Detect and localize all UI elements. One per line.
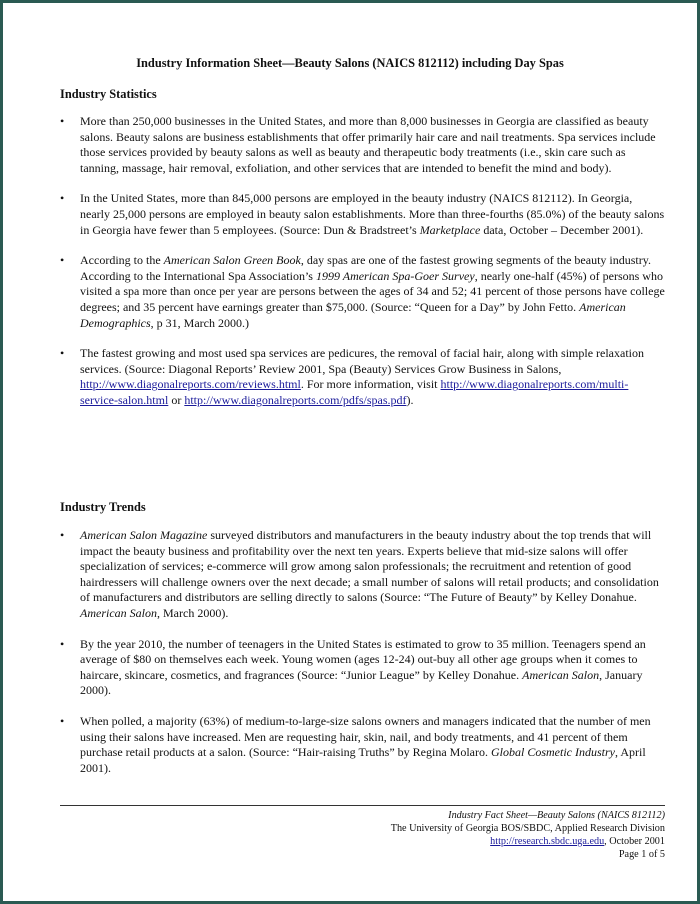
- statistics-list: [60, 114, 665, 424]
- bullet-text: [80, 253, 665, 329]
- bullet-text: [80, 528, 659, 620]
- italic-citation: American Demographics: [80, 299, 626, 330]
- text-run: More than 250,000 businesses in the United States, and more than 8,000 businesses in Georgia are classified as beauty salons. Beauty salons are business establishments that offer primarily hair care and nail treatments. Spa services include those services provided by beauty salons as well as beauty and therapeutic body treatments (i.e., skin care such as tanning, massage, hair removal, exfoliation, and other services that are intended to benefit the mind and body).: [80, 114, 656, 175]
- text-run: In the United States, more than 845,000 persons are employed in the beauty industry (NAICS 812112). In Georgia, nearly 25,000 persons are employed in beauty salon establishments. More than three-fourths (85.0%) of the beauty salons in Georgia have fewer than 5 employees. (Source: Dun & Bradstreet’s: [80, 191, 665, 237]
- hyperlink[interactable]: http://www.diagonalreports.com/reviews.html: [80, 377, 301, 392]
- bullet-marker: •: [60, 253, 65, 268]
- bullet-marker: •: [60, 528, 65, 542]
- footer-link[interactable]: http://research.sbdc.uga.edu: [490, 836, 605, 847]
- text-run: When polled, a majority (63%) of medium-to-large-size salons owners and managers indicated that the number of men using their salons have increased. Men are requesting hair, skin, nail, and body treatments, and 41 percent of them purchase retail products at a salon. (Source: “Hair-raising Truths” by Regina Molaro.: [80, 713, 651, 760]
- italic-citation: American Salon Magazine: [80, 528, 208, 542]
- italic-citation: American Salon: [522, 667, 600, 682]
- document-title: Industry Information Sheet—Beauty Salons (NAICS 812112) including Day Spas: [136, 56, 564, 70]
- footer-divider: [60, 805, 665, 806]
- text-run: , p 31, March 2000.): [150, 315, 249, 330]
- text-run: data, October – December 2001).: [480, 222, 644, 237]
- bullet-marker: •: [60, 114, 65, 128]
- trends-bullet: [60, 528, 665, 622]
- trends-bullet: [60, 714, 665, 776]
- bullet-text: [80, 714, 651, 775]
- footer-url-line: [391, 835, 665, 848]
- text-run: , January 2000).: [80, 667, 643, 698]
- statistics-bullet: [60, 191, 665, 238]
- italic-citation: 1999 American Spa-Goer Survey: [315, 268, 475, 283]
- hyperlink[interactable]: http://www.diagonalreports.com/pdfs/spas.pdf: [184, 392, 407, 407]
- statistics-bullet: [60, 346, 665, 408]
- bullet-marker: •: [60, 191, 65, 206]
- text-run: . For more information, visit: [300, 377, 441, 392]
- statistics-heading: Industry Statistics: [60, 87, 157, 101]
- footer-sheet-title: Industry Fact Sheet—Beauty Salons (NAICS 812112): [448, 810, 665, 821]
- bullet-text: [80, 191, 664, 236]
- text-run: surveyed distributors and manufacturers in the beauty industry about the top trends that will impact the beauty business and profitability over the next ten years. Experts believe that mid-size salons will offer specialization of services; e-commerce will grow among salon professionals; the recruitment and retention of good hairdressers will challenge owners over the next decade; a small number of salons will retail products; and consolidation of manufacturers and distributors are selling directly to salons (Source: “The Future of Beauty” by Kelley Donahue.: [80, 528, 659, 605]
- text-run: According to the: [80, 253, 164, 268]
- text-run: , March 2000).: [157, 605, 229, 620]
- footer-division: The University of Georgia BOS/SBDC, Applied Research Division: [390, 823, 665, 834]
- statistics-bullet: [60, 253, 665, 331]
- document-page: [3, 3, 697, 901]
- text-run: The fastest growing and most used spa services are pedicures, the removal of facial hair, along with simple relaxation services. (Source: Diagonal Reports’ Review 2001, Spa (Beauty) Services Grow Business in Salons,: [80, 346, 644, 376]
- page-footer: [391, 809, 665, 861]
- footer-date: , October 2001: [604, 836, 665, 847]
- bullet-text: [80, 637, 646, 698]
- hyperlink[interactable]: http://www.diagonalreports.com/multi-service-salon.html: [80, 377, 629, 407]
- bullet-text: [80, 114, 656, 175]
- text-run: By the year 2010, the number of teenagers in the United States is estimated to grow to 35 million. Teenagers spend an average of $80 on themselves each week. Young women (ages 12-24) out-buy all other age groups when it comes to haircare, skincare, cosmetics, and fragrances (Source: “Junior League” by Kelley Donahue.: [80, 636, 646, 682]
- text-run: ).: [406, 392, 414, 407]
- page-number: Page 1 of 5: [618, 849, 665, 860]
- bullet-marker: •: [60, 713, 65, 728]
- trends-list: [60, 528, 665, 791]
- text-run: , day spas are one of the fastest growing segments of the beauty industry. According to the International Spa Association’s: [80, 253, 651, 283]
- bullet-marker: •: [60, 346, 65, 361]
- italic-citation: Global Cosmetic Industry: [491, 745, 615, 760]
- text-run: , April 2001).: [80, 745, 646, 775]
- bullet-text: [80, 346, 644, 407]
- trends-bullet: [60, 637, 665, 699]
- trends-heading: Industry Trends: [60, 500, 146, 514]
- italic-citation: American Salon Green Book: [163, 253, 301, 268]
- text-run: , nearly one-half (45%) of persons who visited a spa more than once per year are persons between the ages of 34 and 52; 41 percent of those persons have college degrees; and 35 percent have earnings greater than $75,000. (Source: “Queen for a Day” by John Fetto.: [80, 268, 665, 314]
- statistics-bullet: [60, 114, 665, 176]
- italic-citation: American Salon: [80, 605, 157, 620]
- italic-citation: Marketplace: [419, 222, 481, 237]
- bullet-marker: •: [60, 636, 65, 651]
- text-run: or: [168, 392, 185, 407]
